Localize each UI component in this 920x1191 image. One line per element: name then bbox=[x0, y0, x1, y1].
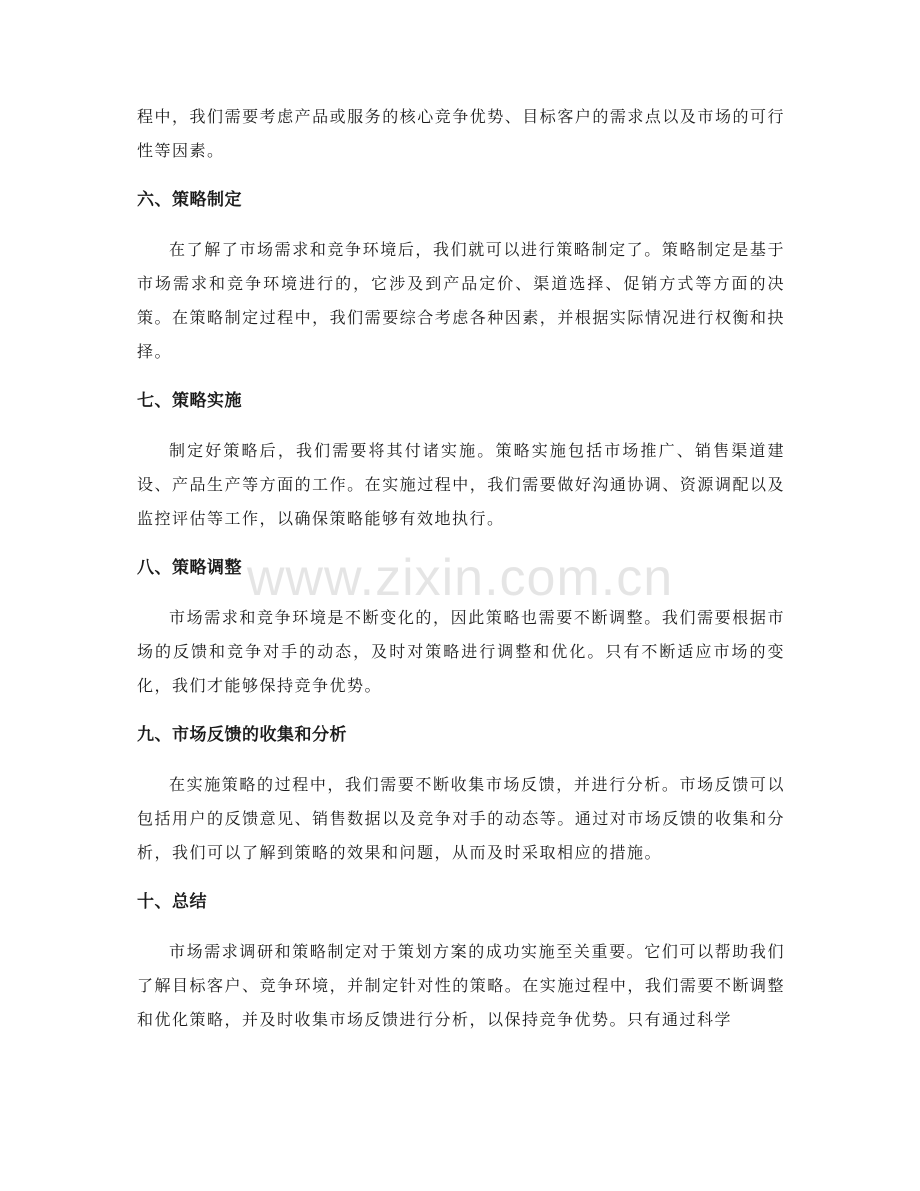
section-body-summary: 市场需求调研和策略制定对于策划方案的成功实施至关重要。它们可以帮助我们了解目标客户、竞争环境，并制定针对性的策略。在实施过程中，我们需要不断调整和优化策略，并及时收集市场反馈进行分析，以保持竞争优势。只有通过科学 bbox=[137, 942, 785, 1029]
document-body bbox=[137, 100, 785, 1037]
section-body-market-feedback: 在实施策略的过程中，我们需要不断收集市场反馈，并进行分析。市场反馈可以包括用户的反馈意见、销售数据以及竞争对手的动态等。通过对市场反馈的收集和分析，我们可以了解到策略的效果和问题，从而及时采取相应的措施。 bbox=[137, 775, 785, 862]
section-heading-strategy-implementation: 七、策略实施 bbox=[137, 391, 242, 411]
watermark-text: www.zixin.com.cn bbox=[246, 549, 674, 607]
section-body-strategy-formulation: 在了解了市场需求和竞争环境后，我们就可以进行策略制定了。策略制定是基于市场需求和竞争环境进行的，它涉及到产品定价、渠道选择、促销方式等方面的决策。在策略制定过程中，我们需要综合考虑各种因素，并根据实际情况进行权衡和抉择。 bbox=[137, 240, 785, 361]
section-body-strategy-adjustment: 市场需求和竞争环境是不断变化的，因此策略也需要不断调整。我们需要根据市场的反馈和竞争对手的动态，及时对策略进行调整和优化。只有不断适应市场的变化，我们才能够保持竞争优势。 bbox=[137, 608, 785, 695]
section-body-strategy-implementation: 制定好策略后，我们需要将其付诸实施。策略实施包括市场推广、销售渠道建设、产品生产等方面的工作。在实施过程中，我们需要做好沟通协调、资源调配以及监控评估等工作，以确保策略能够有效地执行。 bbox=[137, 441, 785, 528]
section-heading-strategy-formulation: 六、策略制定 bbox=[137, 190, 242, 210]
section-heading-summary: 十、总结 bbox=[137, 892, 207, 912]
section-heading-market-feedback: 九、市场反馈的收集和分析 bbox=[137, 725, 347, 745]
section-heading-strategy-adjustment: 八、策略调整 bbox=[137, 558, 242, 578]
intro-paragraph: 程中，我们需要考虑产品或服务的核心竞争优势、目标客户的需求点以及市场的可行性等因素。 bbox=[137, 107, 785, 160]
